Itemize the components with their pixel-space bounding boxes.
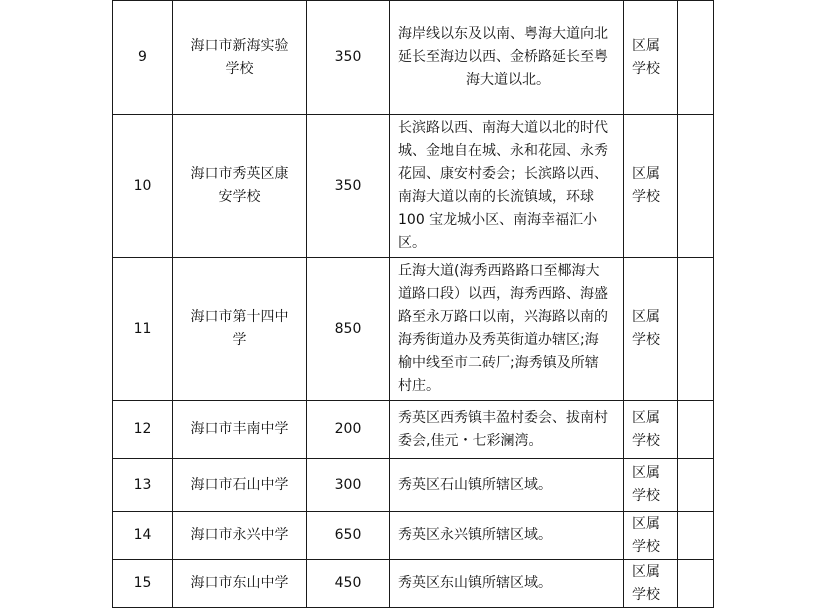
- service-area-line: 长滨路以西、南海大道以北的时代: [398, 120, 608, 136]
- service-area-line: 秀英区西秀镇丰盈村委会、拔南村: [398, 409, 608, 426]
- row-number: 15: [113, 560, 173, 608]
- service-area-line: 秀英区石山镇所辖区域。: [398, 476, 552, 493]
- table-row: [113, 512, 714, 560]
- school-type: [624, 560, 678, 608]
- service-area-line: 海岸线以东及以南、粤海大道向北: [398, 26, 608, 42]
- school-name-line: 海口市第十四中: [190, 309, 289, 325]
- service-area: [390, 258, 624, 401]
- service-area-line: 海秀街道办及秀英街道办辖区;海: [398, 332, 599, 348]
- service-area-line: 道路口段）以西，海秀西路、海盛: [398, 286, 608, 302]
- school-name-line: 海口市秀英区康: [190, 166, 289, 182]
- note-cell: [678, 258, 714, 401]
- school-name-line: 海口市东山中学: [190, 575, 289, 591]
- school-name-line: 海口市永兴中学: [190, 527, 289, 543]
- service-area-line: 延长至海边以西、金桥路延长至粤: [398, 49, 608, 65]
- table-row: [113, 115, 714, 258]
- service-area-line: 村庄。: [398, 378, 440, 394]
- table-row: [113, 459, 714, 512]
- school-type-line: 学校: [632, 332, 660, 348]
- row-number: 12: [113, 401, 173, 459]
- service-area: [390, 512, 624, 560]
- school-type-line: 学校: [632, 60, 660, 77]
- row-number: 11: [113, 258, 173, 401]
- school-type-line: 区属: [632, 309, 660, 325]
- school-type-line: 学校: [632, 586, 660, 603]
- school-type-line: 区属: [632, 166, 660, 182]
- table-row: [113, 258, 714, 401]
- note-cell: [678, 459, 714, 512]
- table-row: [113, 560, 714, 608]
- school-type: [624, 115, 678, 258]
- school-name: [173, 258, 307, 401]
- note-cell: [678, 512, 714, 560]
- row-number: 13: [113, 459, 173, 512]
- service-area-line: 丘海大道(海秀西路路口至椰海大: [398, 263, 600, 279]
- enrollment-count: 350: [307, 115, 390, 258]
- note-cell: [678, 115, 714, 258]
- school-name: [173, 401, 307, 459]
- school-name: [173, 512, 307, 560]
- service-area-line: 区。: [398, 235, 426, 251]
- service-area-line: 榆中线至市二砖厂;海秀镇及所辖: [398, 355, 599, 371]
- school-type: [624, 401, 678, 459]
- service-area-line: 城、金地自在城、永和花园、永秀: [398, 143, 608, 159]
- enrollment-count: 850: [307, 258, 390, 401]
- school-type-line: 学校: [632, 432, 660, 449]
- row-number: 14: [113, 512, 173, 560]
- school-type: [624, 512, 678, 560]
- school-name: [173, 1, 307, 115]
- school-type: [624, 459, 678, 512]
- enrollment-count: 300: [307, 459, 390, 512]
- school-name: [173, 459, 307, 512]
- school-name-line: 学校: [225, 60, 254, 77]
- service-area-line: 秀英区永兴镇所辖区域。: [398, 527, 552, 543]
- school-name-line: 学: [232, 332, 247, 348]
- service-area-line: 南海大道以南的长流镇域，环球: [398, 189, 594, 205]
- school-type-line: 区属: [632, 409, 660, 426]
- note-cell: [678, 401, 714, 459]
- school-name-line: 安学校: [218, 189, 261, 205]
- school-name: [173, 115, 307, 258]
- school-name-line: 海口市石山中学: [190, 476, 289, 493]
- school-type-line: 区属: [632, 37, 660, 54]
- school-name: [173, 560, 307, 608]
- school-type-line: 区属: [632, 515, 660, 532]
- service-area-line: 花园、康安村委会；长滨路以西、: [398, 166, 608, 182]
- enrollment-count: 650: [307, 512, 390, 560]
- enrollment-count: 200: [307, 401, 390, 459]
- table-row: [113, 401, 714, 459]
- school-type-line: 学校: [632, 538, 660, 555]
- school-name-line: 海口市新海实验: [190, 37, 289, 54]
- school-type-line: 区属: [632, 465, 660, 481]
- service-area-line: 100 宝龙城小区、南海幸福汇小: [398, 212, 598, 228]
- school-type-line: 学校: [632, 189, 660, 205]
- service-area-line: 海大道以北。: [466, 72, 550, 88]
- school-type: [624, 258, 678, 401]
- service-area: [390, 459, 624, 512]
- service-area: [390, 401, 624, 459]
- school-name-line: 海口市丰南中学: [190, 421, 289, 437]
- note-cell: [678, 1, 714, 115]
- note-cell: [678, 560, 714, 608]
- row-number: 9: [113, 1, 173, 115]
- service-area: [390, 1, 624, 115]
- school-type-line: 学校: [632, 488, 660, 504]
- school-enrollment-table: [112, 0, 714, 608]
- service-area-line: 委会,佳元・七彩澜湾。: [398, 432, 543, 449]
- school-type: [624, 1, 678, 115]
- enrollment-count: 450: [307, 560, 390, 608]
- service-area-line: 路至永万路口以南，兴海路以南的: [398, 309, 608, 325]
- service-area: [390, 560, 624, 608]
- table-row: [113, 1, 714, 115]
- enrollment-count: 350: [307, 1, 390, 115]
- row-number: 10: [113, 115, 173, 258]
- service-area-line: 秀英区东山镇所辖区域。: [398, 575, 552, 591]
- service-area: [390, 115, 624, 258]
- school-type-line: 区属: [632, 563, 660, 580]
